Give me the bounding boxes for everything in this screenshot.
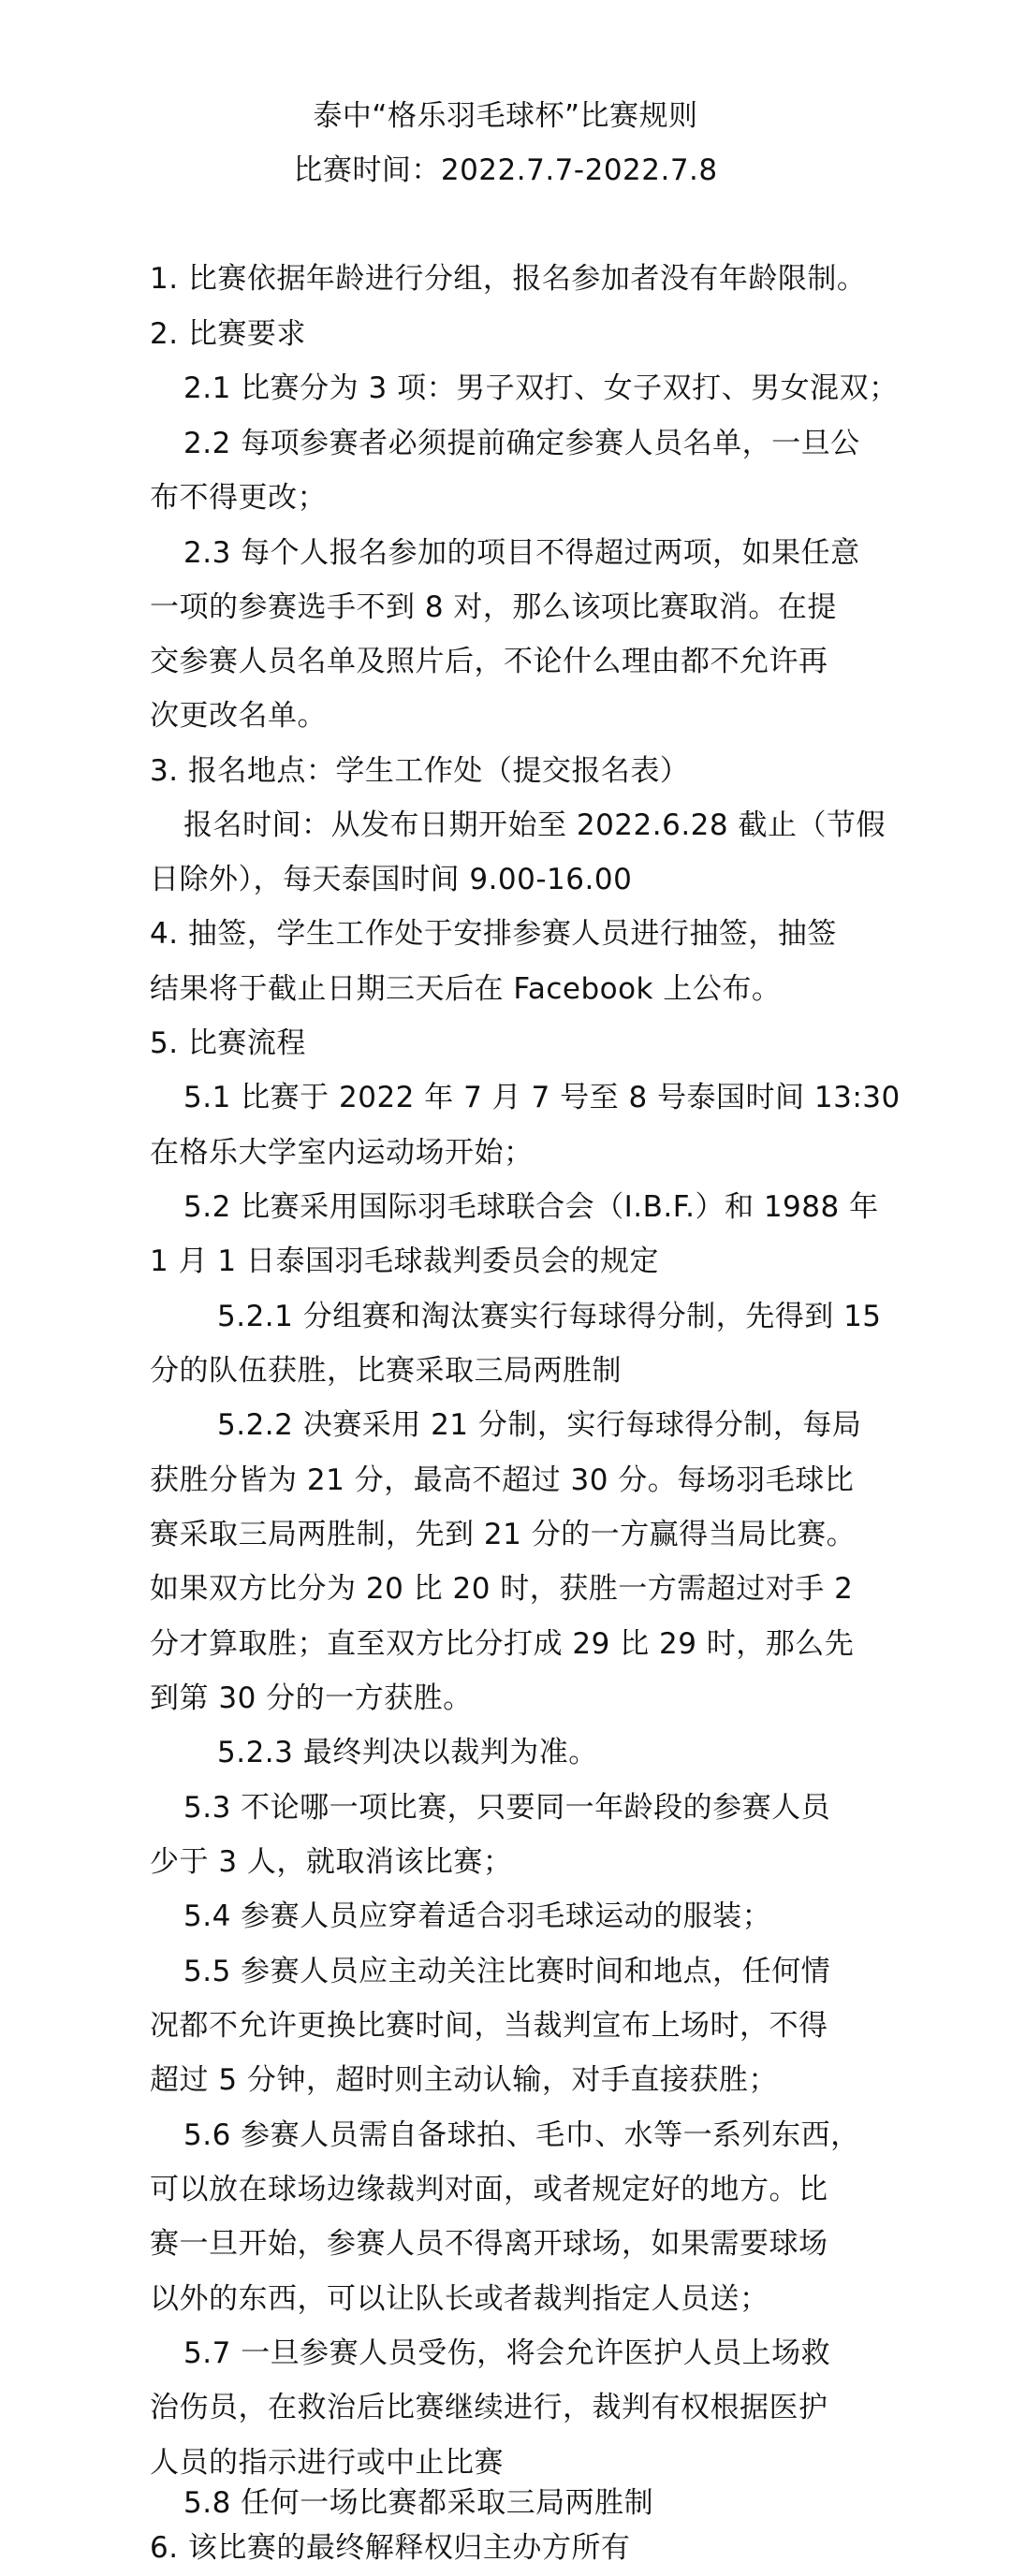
rule-2-2-line-1: 2.2 每项参赛者必须提前确定参赛人员名单，一旦公 [183, 427, 860, 460]
rule-5-2-1-line-1: 5.2.1 分组赛和淘汰赛实行每球得分制，先得到 15 [217, 1300, 882, 1333]
rule-5-3-line-2: 少于 3 人，就取消该比赛； [150, 1845, 513, 1879]
rule-6: 6. 该比赛的最终解释权归主办方所有 [150, 2531, 631, 2565]
rule-5-6-line-3: 赛一旦开始，参赛人员不得离开球场，如果需要球场 [150, 2227, 828, 2261]
rule-4-line-1: 4. 抽签，学生工作处于安排参赛人员进行抽签，抽签 [150, 917, 837, 951]
rule-5-2-line-2: 1 月 1 日泰国羽毛球裁判委员会的规定 [150, 1244, 660, 1278]
rule-3: 3. 报名地点：学生工作处（提交报名表） [150, 754, 690, 788]
rule-5-3-line-1: 5.3 不论哪一项比赛，只要同一年龄段的参赛人员 [183, 1791, 831, 1825]
rule-3-time-line-1: 报名时间：从发布日期开始至 2022.6.28 截止（节假 [183, 808, 886, 842]
rule-5-heading: 5. 比赛流程 [150, 1026, 306, 1060]
rule-2-2-line-2: 布不得更改； [150, 481, 327, 515]
rule-5-2-2-line-2: 获胜分皆为 21 分，最高不超过 30 分。每场羽毛球比 [150, 1463, 855, 1497]
rule-5-1-line-1: 5.1 比赛于 2022 年 7 月 7 号至 8 号泰国时间 13:30 [183, 1081, 901, 1114]
rule-5-2-2-line-5: 分才算取胜；直至双方比分打成 29 比 29 时，那么先 [150, 1627, 855, 1661]
rule-5-5-line-2: 况都不允许更换比赛时间，当裁判宣布上场时，不得 [150, 2009, 828, 2043]
rule-2-3-line-1: 2.3 每个人报名参加的项目不得超过两项，如果任意 [183, 536, 860, 570]
rule-5-7-line-1: 5.7 一旦参赛人员受伤，将会允许医护人员上场救 [183, 2336, 831, 2370]
rule-2-1: 2.1 比赛分为 3 项：男子双打、女子双打、男女混双； [183, 371, 899, 405]
competition-date: 比赛时间：2022.7.7-2022.7.8 [293, 153, 718, 187]
rule-5-2-2-line-6: 到第 30 分的一方获胜。 [150, 1681, 473, 1715]
rule-5-2-2-line-4: 如果双方比分为 20 比 20 时，获胜一方需超过对手 2 [150, 1572, 854, 1606]
rule-5-2-line-1: 5.2 比赛采用国际羽毛球联合会（I.B.F.）和 1988 年 [183, 1190, 879, 1224]
rule-3-time-line-2: 日除外），每天泰国时间 9.00-16.00 [150, 863, 633, 896]
rule-5-8: 5.8 任何一场比赛都采取三局两胜制 [183, 2486, 654, 2520]
rule-5-2-2-line-3: 赛采取三局两胜制，先到 21 分的一方赢得当局比赛。 [150, 1518, 857, 1551]
rule-5-7-line-2: 治伤员，在救治后比赛继续进行，裁判有权根据医护 [150, 2391, 828, 2424]
rule-2-3-line-2: 一项的参赛选手不到 8 对，那么该项比赛取消。在提 [150, 590, 837, 624]
rule-2-3-line-3: 交参赛人员名单及照片后，不论什么理由都不允许再 [150, 645, 828, 678]
rule-1: 1. 比赛依据年龄进行分组，报名参加者没有年龄限制。 [150, 262, 867, 296]
rule-5-1-line-2: 在格乐大学室内运动场开始； [150, 1136, 534, 1170]
rule-5-2-1-line-2: 分的队伍获胜，比赛采取三局两胜制 [150, 1354, 622, 1388]
rule-5-4: 5.4 参赛人员应穿着适合羽毛球运动的服装； [183, 1899, 772, 1933]
rule-5-6-line-2: 可以放在球场边缘裁判对面，或者规定好的地方。比 [150, 2173, 828, 2206]
document-title: 泰中“格乐羽毛球杯”比赛规则 [313, 99, 698, 133]
rule-5-6-line-4: 以外的东西，可以让队长或者裁判指定人员送； [150, 2282, 769, 2316]
rule-5-2-3: 5.2.3 最终判决以裁判为准。 [217, 1736, 598, 1769]
rule-2-3-line-4: 次更改名单。 [150, 699, 327, 733]
rule-5-2-2-line-1: 5.2.2 决赛采用 21 分制，实行每球得分制，每局 [217, 1408, 862, 1442]
rule-4-line-2: 结果将于截止日期三天后在 Facebook 上公布。 [150, 972, 782, 1006]
rule-2-heading: 2. 比赛要求 [150, 317, 306, 351]
rule-5-5-line-1: 5.5 参赛人员应主动关注比赛时间和地点，任何情 [183, 1955, 831, 1988]
rule-5-5-line-3: 超过 5 分钟，超时则主动认输，对手直接获胜； [150, 2063, 778, 2097]
rule-5-6-line-1: 5.6 参赛人员需自备球拍、毛巾、水等一系列东西， [183, 2118, 860, 2152]
rule-5-7-line-3: 人员的指示进行或中止比赛 [150, 2446, 504, 2480]
